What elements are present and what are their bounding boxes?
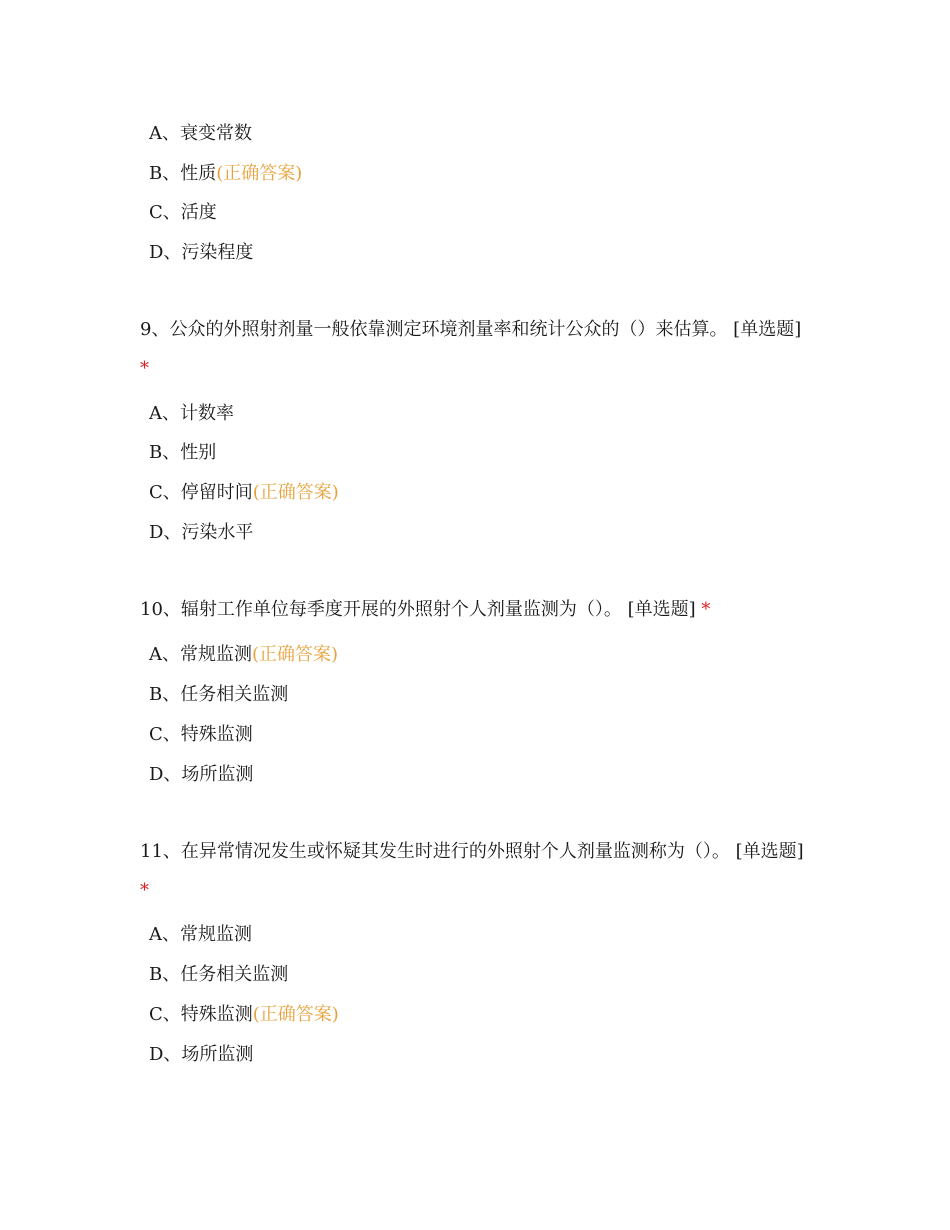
option-a [149,402,234,426]
option-a [149,122,252,146]
required-mark: * [140,880,149,901]
option-d [149,1043,253,1067]
option-text: D、污染程度 [149,242,254,263]
question-text: 9、公众的外照射剂量一般依靠测定环境剂量率和统计公众的（）来估算。 [单选题] [140,319,802,340]
option-text: C、停留时间 [149,482,253,503]
option-text: B、任务相关监测 [149,964,289,985]
option-a [149,643,338,667]
option-text: C、活度 [149,202,217,223]
option-text: D、场所监测 [149,1044,254,1065]
option-text: A、常规监测 [149,644,252,665]
correct-answer-mark: (正确答案) [216,163,303,184]
correct-answer-mark: (正确答案) [252,482,339,503]
option-d [149,763,253,787]
option-text: C、特殊监测 [149,1004,253,1025]
option-d [149,241,253,265]
option-b [149,441,216,465]
required-mark: * [701,599,711,620]
option-text: A、计数率 [149,403,234,424]
correct-answer-mark: (正确答案) [252,644,339,665]
question-10 [140,590,810,629]
option-c [149,1003,339,1027]
question-11 [140,832,810,910]
required-mark: * [140,358,149,379]
question-text: 10、辐射工作单位每季度开展的外照射个人剂量监测为（）。 [单选题] [140,599,696,620]
option-text: B、性别 [149,442,217,463]
option-text: D、场所监测 [149,764,254,785]
option-c [149,481,339,505]
option-d [149,521,253,545]
option-text: A、常规监测 [149,924,252,945]
option-c [149,201,217,225]
option-text: A、衰变常数 [149,123,252,144]
option-b [149,162,302,186]
option-c [149,723,253,747]
correct-answer-mark: (正确答案) [252,1004,339,1025]
option-b [149,683,288,707]
option-a [149,923,252,947]
option-text: B、性质 [149,163,217,184]
question-text: 11、在异常情况发生或怀疑其发生时进行的外照射个人剂量监测称为（）。 [单选题] [140,841,804,862]
option-text: B、任务相关监测 [149,684,289,705]
question-9 [140,310,810,388]
option-text: C、特殊监测 [149,724,253,745]
option-text: D、污染水平 [149,522,254,543]
option-b [149,963,288,987]
